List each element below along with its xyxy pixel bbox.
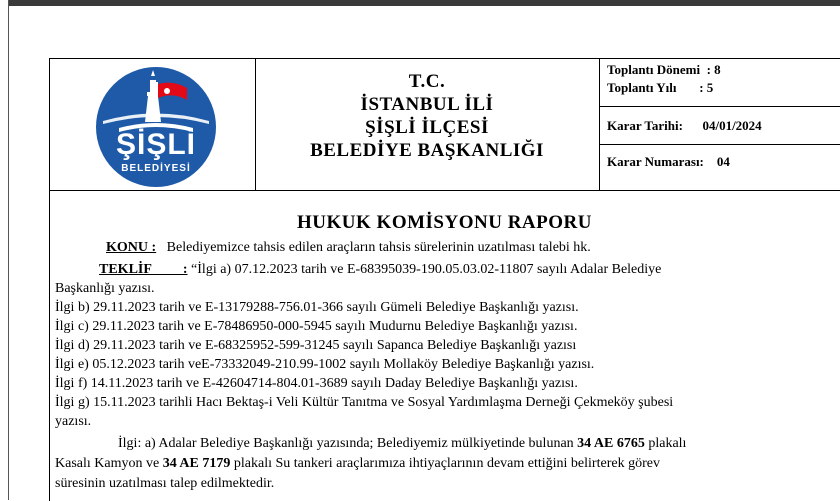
header-col-divider-1	[255, 58, 256, 190]
plate-2: 34 AE 7179	[162, 456, 231, 471]
decision-date: Karar Tarihi: 04/01/2024	[607, 118, 762, 133]
teklif-text: “İlgi a) 07.12.2023 tarih ve E-68395039-190.05.03.02-11807 sayılı Adalar Belediye	[191, 262, 662, 277]
meeting-year: Toplantı Yılı : 5	[607, 80, 714, 95]
header-line-1: T.C.	[408, 71, 446, 92]
para-a1-text: İlgi: a) Adalar Belediye Başkanlığı yazısında; Belediyemiz mülkiyetinde bulunan	[118, 436, 574, 451]
plate-1: 34 AE 6765	[577, 436, 645, 451]
decision-number: Karar Numarası: 04	[607, 154, 730, 169]
para-a2-end: plakalı Su tankeri araçlarımıza ihtiyaçlarının devam ettiğini belirterek görev	[233, 456, 660, 471]
para-a2-text: Kasalı Kamyon ve	[55, 456, 160, 471]
paragraph-a-line-3: süresinin uzatılması talep edilmektedir.	[55, 476, 275, 491]
header-divider	[49, 190, 840, 191]
header-line-2: İSTANBUL İLİ	[360, 94, 494, 115]
para-a1-end: plakalı	[648, 436, 687, 451]
logo-name-text: ŞİŞLİ	[115, 128, 196, 161]
report-title: HUKUK KOMİSYONU RAPORU	[297, 212, 592, 233]
konu-line	[106, 240, 591, 256]
konu-label: KONU :	[106, 240, 157, 255]
page-left-edge	[0, 0, 9, 500]
meeting-term: Toplantı Dönemi : 8	[607, 62, 721, 77]
header-line-3: ŞİŞLİ İLÇESİ	[365, 117, 489, 138]
teklif-label: TEKLİF :	[99, 262, 188, 277]
ilgi-c: İlgi c) 29.11.2023 tarih ve E-78486950-000-5945 sayılı Mudurnu Belediye Başkanlığı yazısı.	[55, 319, 578, 334]
logo-sub-text: BELEDİYESİ	[121, 163, 191, 174]
teklif-line	[99, 262, 661, 278]
header-line-4: BELEDİYE BAŞKANLIĞI	[310, 140, 544, 161]
paragraph-a-line-1	[118, 436, 686, 452]
ilgi-d: İlgi d) 29.11.2023 tarih ve E-68325952-599-31245 sayılı Sapanca Belediye Başkanlığı yazısı	[55, 338, 577, 353]
ilgi-b: İlgi b) 29.11.2023 tarih ve E-13179288-756.01-366 sayılı Gümeli Belediye Başkanlığı yazısı.	[55, 300, 579, 315]
meta-row-divider-1	[599, 106, 840, 107]
institution-title	[257, 70, 597, 162]
header-col-divider-2	[599, 58, 600, 190]
paragraph-a-line-2	[55, 456, 660, 472]
viewer-top-bar	[0, 0, 840, 6]
ilgi-f: İlgi f) 14.11.2023 tarih ve E-42604714-804.01-3689 sayılı Daday Belediye Başkanlığı yazısı.	[55, 376, 578, 391]
meta-row-divider-2	[599, 144, 840, 145]
konu-text: Belediyemizce tahsis edilen araçların tahsis sürelerinin uzatılması talebi hk.	[166, 240, 591, 255]
ilgi-e: İlgi e) 05.12.2023 tarih veE-73332049-210.99-1002 sayılı Mollaköy Belediye Başkanlığı yazısı.	[55, 357, 595, 372]
ilgi-g: İlgi g) 15.11.2023 tarihli Hacı Bektaş-i Veli Kültür Tanıtma ve Sosyal Yardımlaşma Derneği Çekmeköy şubesi	[55, 395, 674, 410]
teklif-continuation: Başkanlığı yazısı.	[55, 281, 155, 296]
ilgi-g-continuation: yazısı.	[55, 414, 92, 429]
